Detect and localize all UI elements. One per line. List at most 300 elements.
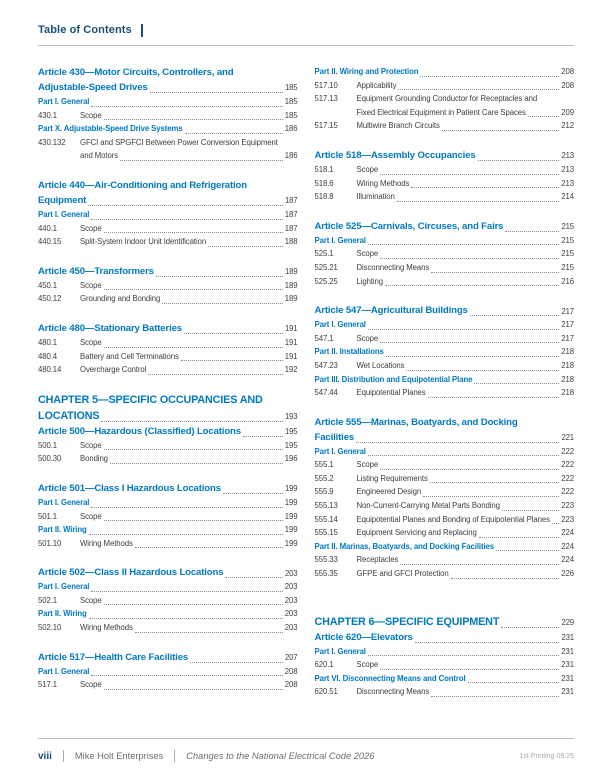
entry-title: Scope <box>356 660 379 670</box>
section-number: 547.44 <box>314 388 338 398</box>
entry-page-number: 196 <box>284 454 298 464</box>
section-number: 502.10 <box>38 623 62 633</box>
entry-page-number: 199 <box>284 525 298 535</box>
entry-page-number: 203 <box>284 623 298 633</box>
toc-part-row <box>38 580 298 594</box>
toc-section-row <box>38 452 298 466</box>
toc-part-row <box>315 445 575 459</box>
dot-leader <box>135 547 283 548</box>
dot-leader <box>380 174 559 175</box>
toc-section-row <box>315 472 575 486</box>
entry-title: Article 501—Class I Hazardous Locations <box>38 482 221 494</box>
entry-title: Wiring Methods <box>80 623 133 633</box>
entry-title: Part VI. Disconnecting Means and Control <box>314 673 466 683</box>
entry-title: Illumination <box>356 192 395 202</box>
toc-section-row <box>315 163 575 177</box>
entry-title: Part III. Distribution and Equipotential Plane <box>314 374 473 384</box>
dot-leader <box>91 591 282 592</box>
entry-title: Part II. Wiring and Protection <box>314 67 419 76</box>
dot-leader <box>104 119 283 120</box>
entry-title: Part X. Adjustable-Speed Drive Systems <box>38 124 183 134</box>
entry-title: Article 500—Hazardous (Classified) Locations <box>38 425 241 437</box>
dot-leader <box>104 449 283 450</box>
dot-leader <box>181 360 283 361</box>
toc-chapter-row <box>315 614 575 630</box>
section-number: 518.8 <box>314 192 334 202</box>
entry-title: Adjustable-Speed Drives <box>38 82 148 93</box>
section-number: 547.1 <box>314 333 334 343</box>
entry-page-number: 222 <box>561 473 574 483</box>
section-number: 555.15 <box>314 528 338 538</box>
toc-block <box>38 264 298 306</box>
entry-title: Part I. General <box>314 646 366 656</box>
dot-leader <box>474 383 559 384</box>
toc-section-row <box>315 658 575 672</box>
toc-section-row <box>315 79 575 93</box>
dot-leader <box>104 604 283 605</box>
entry-title: Article 547—Agricultural Buildings <box>314 305 468 317</box>
entry-page-number: 224 <box>561 528 574 538</box>
toc-section-row <box>315 485 575 499</box>
entry-page-number: 195 <box>284 427 298 437</box>
entry-title: Equipment <box>38 194 87 206</box>
entry-page-number: 208 <box>561 67 574 76</box>
section-number: 555.9 <box>314 487 334 497</box>
dot-leader <box>185 133 283 134</box>
page-footer <box>38 738 574 762</box>
entry-title: Listing Requirements <box>356 473 428 483</box>
entry-title: CHAPTER 5—SPECIFIC OCCUPANCIES AND <box>38 393 263 406</box>
toc-part-row <box>38 122 298 136</box>
entry-title: Part I. General <box>314 235 366 245</box>
entry-title: Engineered Design <box>356 487 422 497</box>
toc-part-row <box>38 523 298 537</box>
header-rule <box>38 45 574 46</box>
toc-section-row <box>315 247 575 261</box>
entry-page-number: 223 <box>561 514 574 524</box>
section-number: 430.132 <box>38 137 66 147</box>
entry-title: Part I. General <box>38 97 90 106</box>
dot-leader <box>442 130 559 131</box>
footer-book-title: Changes to the National Electrical Code 2026 <box>186 751 375 761</box>
dot-leader <box>400 564 559 565</box>
toc-section-row <box>315 275 575 289</box>
toc-part-row <box>38 607 298 621</box>
dot-leader <box>423 496 559 497</box>
footer-divider <box>174 750 175 762</box>
entry-title: Scope <box>80 595 102 605</box>
toc-section-row <box>38 336 298 350</box>
toc-block <box>38 65 298 163</box>
entry-page-number: 218 <box>561 360 574 370</box>
entry-title: Battery and Cell Terminations <box>80 351 179 361</box>
section-number: 555.13 <box>314 501 338 511</box>
dot-leader <box>380 469 559 470</box>
entry-title: Part I. General <box>38 666 90 676</box>
entry-page-number: 218 <box>561 388 574 398</box>
toc-part-row <box>38 95 298 109</box>
dot-leader <box>150 92 283 93</box>
toc-article-row <box>38 178 298 193</box>
entry-title: Scope <box>80 280 102 290</box>
entry-page-number: 222 <box>561 460 574 470</box>
dot-leader <box>162 303 283 304</box>
entry-title: Fixed Electrical Equipment in Patient Care Spaces <box>356 107 526 117</box>
toc-section-row <box>315 119 575 133</box>
footer-publisher: Mike Holt Enterprises <box>74 751 164 761</box>
entry-title: Article 430—Motor Circuits, Controllers, and <box>38 67 234 78</box>
footer-printing-note: 1st Printing 09.25 <box>519 752 574 760</box>
section-number: 555.1 <box>314 460 334 470</box>
entry-title: GFCI and SPGFCI Between Power Conversion Equipment <box>80 137 278 147</box>
toc-columns <box>38 65 574 699</box>
entry-page-number: 192 <box>284 365 298 375</box>
entry-page-number: 188 <box>284 237 298 247</box>
section-number: 620.51 <box>314 687 338 697</box>
dot-leader <box>428 397 560 398</box>
section-number: 555.14 <box>314 514 338 524</box>
dot-leader <box>505 231 559 232</box>
dot-leader <box>368 655 559 656</box>
entry-title: Facilities <box>314 431 355 443</box>
entry-page-number: 217 <box>561 333 574 343</box>
entry-title: Equipotential Planes and Bonding of Equipotential Planes <box>356 514 550 524</box>
toc-article-row <box>315 630 575 645</box>
toc-section-row <box>315 386 575 400</box>
toc-block <box>38 650 298 692</box>
dot-leader <box>501 627 559 628</box>
section-number: 440.1 <box>38 223 58 233</box>
header-divider-bar <box>141 24 143 37</box>
toc-article-row <box>38 481 298 496</box>
dot-leader <box>356 442 559 443</box>
dot-leader <box>502 510 559 511</box>
toc-section-row <box>315 685 575 699</box>
entry-page-number: 215 <box>561 222 574 232</box>
dot-leader <box>104 347 283 348</box>
dot-leader <box>104 232 283 233</box>
toc-article-row <box>38 80 298 95</box>
section-number: 430.1 <box>38 110 58 120</box>
section-number: 517.15 <box>314 121 338 131</box>
entry-page-number: 229 <box>561 618 574 628</box>
entry-page-number: 199 <box>284 511 298 521</box>
entry-title: Equipotential Planes <box>356 388 426 398</box>
toc-section-row <box>38 537 298 551</box>
section-number: 501.1 <box>38 511 58 521</box>
section-number: 517.10 <box>314 80 338 90</box>
entry-page-number: 203 <box>284 609 298 619</box>
footer-rule <box>38 738 574 739</box>
entry-page-number: 191 <box>284 337 298 347</box>
dot-leader <box>104 289 283 290</box>
entry-title: Lighting <box>356 276 384 286</box>
entry-page-number: 213 <box>561 164 574 174</box>
toc-article-row <box>38 65 298 80</box>
toc-part-row <box>315 345 575 359</box>
section-number: 525.1 <box>314 249 334 259</box>
dot-leader <box>89 534 283 535</box>
entry-page-number: 224 <box>561 555 574 565</box>
dot-leader <box>398 89 559 90</box>
entry-page-number: 217 <box>561 320 574 330</box>
dot-leader <box>91 675 282 676</box>
footer-divider <box>63 750 64 762</box>
entry-page-number: 222 <box>561 446 574 456</box>
dot-leader <box>91 507 282 508</box>
toc-part-row <box>38 496 298 510</box>
toc-section-row <box>315 177 575 191</box>
entry-page-number: 207 <box>284 653 298 663</box>
toc-part-row <box>315 65 575 79</box>
toc-section-row <box>38 621 298 635</box>
toc-section-row <box>38 222 298 236</box>
entry-page-number: 185 <box>284 83 298 93</box>
dot-leader <box>190 662 283 663</box>
entry-title: LOCATIONS <box>38 409 100 422</box>
section-number: 525.25 <box>314 276 338 286</box>
entry-title: and Motors <box>80 151 119 161</box>
toc-article-row <box>38 424 298 439</box>
entry-title: Equipment Servicing and Replacing <box>356 528 477 538</box>
entry-page-number: 208 <box>284 680 298 690</box>
entry-title: Wet Locations <box>356 360 405 370</box>
entry-page-number: 231 <box>561 660 574 670</box>
entry-page-number: 186 <box>284 124 298 134</box>
toc-part-row <box>315 540 575 554</box>
page-title: Table of Contents <box>38 24 132 36</box>
toc-section-row <box>38 136 298 150</box>
toc-section-row <box>315 567 575 581</box>
toc-section-row <box>38 149 298 163</box>
dot-leader <box>380 258 559 259</box>
dot-leader <box>368 329 559 330</box>
dot-leader <box>91 106 282 107</box>
entry-page-number: 203 <box>284 595 298 605</box>
toc-section-row <box>315 359 575 373</box>
toc-section-row <box>38 350 298 364</box>
section-number: 480.14 <box>38 365 62 375</box>
section-number: 480.1 <box>38 337 58 347</box>
entry-page-number: 203 <box>284 582 298 592</box>
dot-leader <box>88 205 283 206</box>
toc-article-row <box>38 565 298 580</box>
toc-part-row <box>315 318 575 332</box>
toc-section-row <box>38 510 298 524</box>
entry-page-number: 195 <box>284 440 298 450</box>
toc-section-row <box>315 190 575 204</box>
entry-page-number: 213 <box>561 178 574 188</box>
toc-article-row <box>315 219 575 234</box>
entry-page-number: 199 <box>284 538 298 548</box>
entry-title: Part II. Wiring <box>38 609 87 619</box>
dot-leader <box>420 76 559 77</box>
section-number: 501.10 <box>38 538 62 548</box>
entry-title: Part I. General <box>38 497 90 507</box>
section-number: 517.13 <box>314 94 338 104</box>
toc-section-row <box>38 363 298 377</box>
entry-title: Article 518—Assembly Occupancies <box>314 149 476 161</box>
entry-title: Scope <box>356 249 379 259</box>
dot-leader <box>528 116 559 117</box>
dot-leader <box>110 463 283 464</box>
dot-leader <box>478 160 560 161</box>
entry-title: Scope <box>80 440 102 450</box>
entry-title: Scope <box>80 110 102 120</box>
toc-block <box>315 65 575 133</box>
dot-leader <box>104 689 283 690</box>
entry-title: Equipment Grounding Conductor for Receptacles and <box>356 94 538 104</box>
dot-leader <box>397 201 560 202</box>
footer-page-number: viii <box>38 750 52 762</box>
dot-leader <box>496 550 559 551</box>
toc-section-row <box>315 499 575 513</box>
entry-title: Split-System Indoor Unit Identification <box>80 237 207 247</box>
toc-column-right <box>315 65 575 699</box>
dot-leader <box>415 642 560 643</box>
section-number: 555.2 <box>314 473 334 483</box>
entry-page-number: 193 <box>284 412 298 422</box>
entry-title: Article 517—Health Care Facilities <box>38 651 189 663</box>
entry-page-number: 214 <box>561 192 574 202</box>
entry-title: Article 525—Carnivals, Circuses, and Fairs <box>314 220 504 232</box>
entry-title: Bonding <box>80 454 108 464</box>
entry-title: Part II. Wiring <box>38 525 87 535</box>
dot-leader <box>223 493 283 494</box>
dot-leader <box>451 578 560 579</box>
entry-title: Scope <box>356 333 379 343</box>
toc-section-row <box>38 109 298 123</box>
toc-part-row <box>315 672 575 686</box>
toc-section-row <box>315 106 575 120</box>
entry-title: Part I. General <box>314 320 366 330</box>
dot-leader <box>184 333 283 334</box>
dot-leader <box>104 520 283 521</box>
toc-part-row <box>315 645 575 659</box>
section-number: 440.15 <box>38 237 62 247</box>
entry-title: Scope <box>80 680 102 690</box>
page-header <box>38 22 574 38</box>
section-number: 518.6 <box>314 178 334 188</box>
entry-page-number: 187 <box>284 196 298 206</box>
entry-page-number: 226 <box>561 569 574 579</box>
toc-article-row <box>38 264 298 279</box>
entry-page-number: 223 <box>561 501 574 511</box>
toc-part-row <box>38 208 298 222</box>
toc-part-row <box>315 234 575 248</box>
entry-title: Non-Current-Carrying Metal Parts Bonding <box>356 501 500 511</box>
dot-leader <box>431 696 559 697</box>
toc-section-row <box>315 92 575 106</box>
toc-article-row <box>38 321 298 336</box>
toc-section-row <box>38 678 298 692</box>
entry-page-number: 215 <box>561 262 574 272</box>
toc-section-row <box>315 261 575 275</box>
entry-page-number: 224 <box>561 541 574 551</box>
entry-page-number: 215 <box>561 249 574 259</box>
entry-page-number: 231 <box>561 687 574 697</box>
footer-row <box>38 750 574 762</box>
entry-page-number: 199 <box>284 484 298 494</box>
entry-title: Article 450—Transformers <box>38 265 154 277</box>
toc-section-row <box>38 279 298 293</box>
entry-title: Scope <box>356 164 379 174</box>
dot-leader <box>468 682 560 683</box>
toc-section-row <box>315 458 575 472</box>
dot-leader <box>156 276 283 277</box>
dot-leader <box>135 632 283 633</box>
dot-leader <box>385 285 559 286</box>
entry-title: Applicability <box>356 80 397 90</box>
dot-leader <box>386 356 559 357</box>
section-number: 500.1 <box>38 440 58 450</box>
entry-page-number: 218 <box>561 347 574 357</box>
entry-page-number: 191 <box>284 351 298 361</box>
toc-article-row <box>315 430 575 445</box>
entry-page-number: 231 <box>561 633 574 643</box>
section-number: 517.1 <box>38 680 58 690</box>
toc-block <box>315 614 575 699</box>
section-number: 525.21 <box>314 262 338 272</box>
entry-title: GFPE and GFCI Protection <box>356 569 449 579</box>
toc-section-row <box>315 553 575 567</box>
toc-chapter-row <box>38 408 298 424</box>
entry-title: Article 440—Air-Conditioning and Refrigeration <box>38 179 247 191</box>
dot-leader <box>406 370 559 371</box>
dot-leader <box>101 421 283 422</box>
entry-title: Receptacles <box>356 555 399 565</box>
entry-title: Article 620—Elevators <box>314 631 413 643</box>
toc-block <box>38 178 298 249</box>
entry-title: Scope <box>356 460 379 470</box>
entry-title: Scope <box>80 337 102 347</box>
entry-page-number: 218 <box>561 374 574 384</box>
section-number: 502.1 <box>38 595 58 605</box>
dot-leader <box>91 219 282 220</box>
toc-part-row <box>38 665 298 679</box>
entry-title: Part II. Marinas, Boatyards, and Docking Facilities <box>314 541 494 551</box>
section-number: 555.35 <box>314 569 338 579</box>
toc-section-row <box>38 439 298 453</box>
entry-page-number: 199 <box>284 497 298 507</box>
entry-title: Part I. General <box>38 209 90 219</box>
toc-section-row <box>315 526 575 540</box>
section-number: 480.4 <box>38 351 58 361</box>
entry-page-number: 185 <box>284 110 298 120</box>
dot-leader <box>430 482 560 483</box>
toc-block <box>315 303 575 400</box>
entry-page-number: 203 <box>284 568 298 578</box>
dot-leader <box>368 455 559 456</box>
entry-page-number: 209 <box>561 107 574 117</box>
dot-leader <box>243 436 283 437</box>
section-number: 620.1 <box>314 660 334 670</box>
toc-article-row <box>315 415 575 430</box>
entry-page-number: 216 <box>561 276 574 286</box>
toc-section-row <box>315 513 575 527</box>
entry-page-number: 231 <box>561 646 574 656</box>
entry-page-number: 208 <box>284 666 298 676</box>
toc-block <box>315 415 575 581</box>
entry-title: Wiring Methods <box>80 538 133 548</box>
entry-page-number: 189 <box>284 294 298 304</box>
dot-leader <box>411 187 559 188</box>
entry-page-number: 191 <box>284 324 298 334</box>
dot-leader <box>552 523 559 524</box>
dot-leader <box>479 537 560 538</box>
section-number: 555.33 <box>314 555 338 565</box>
toc-section-row <box>38 594 298 608</box>
